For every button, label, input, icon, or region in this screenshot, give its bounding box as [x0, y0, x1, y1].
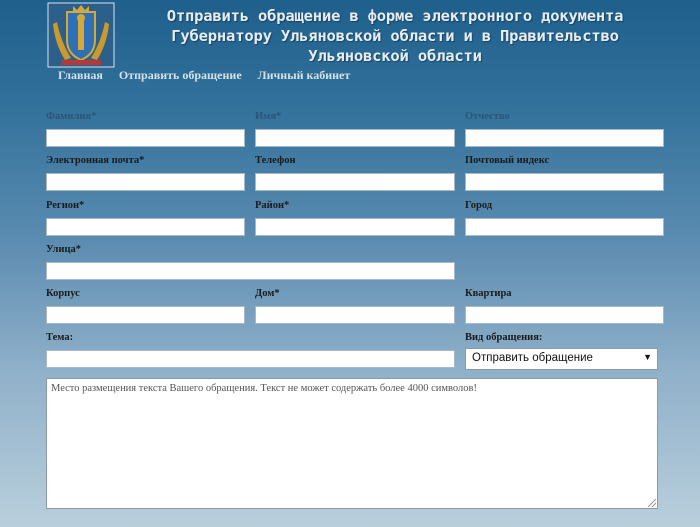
email-input[interactable]	[46, 173, 245, 191]
district-input[interactable]	[255, 218, 455, 236]
nav-item-personal-account[interactable]: Личный кабинет	[257, 68, 351, 82]
house-input[interactable]	[255, 306, 455, 324]
phone-input[interactable]	[255, 173, 455, 191]
patronymic-input[interactable]	[465, 129, 664, 147]
coat-of-arms-logo	[47, 2, 115, 68]
building-input[interactable]	[46, 306, 245, 324]
building-label: Корпус	[46, 288, 80, 299]
request-type-label: Вид обращения:	[465, 332, 543, 343]
city-input[interactable]	[465, 218, 664, 236]
patronymic-label: Отчество	[465, 111, 510, 122]
resize-grip-icon[interactable]	[648, 499, 656, 507]
page-title	[120, 6, 670, 66]
street-label: Улица*	[46, 244, 82, 255]
message-textarea[interactable]	[46, 378, 658, 509]
house-label: Дом*	[255, 288, 280, 299]
page-header	[0, 0, 700, 70]
region-input[interactable]	[46, 218, 245, 236]
nav-item-send-request[interactable]: Отправить обращение	[118, 68, 242, 82]
name-input[interactable]	[255, 129, 455, 147]
subject-label: Тема:	[46, 332, 74, 343]
email-label: Электронная почта*	[46, 155, 145, 166]
main-nav	[58, 68, 350, 83]
title-line-2: Губернатору Ульяновской области и в Правительство	[171, 27, 619, 45]
city-label: Город	[465, 200, 493, 211]
district-label: Район*	[255, 200, 290, 211]
title-line-1: Отправить обращение в форме электронного документа	[166, 7, 624, 25]
request-type-select[interactable]	[465, 348, 658, 370]
nav-item-home[interactable]: Главная	[58, 68, 103, 82]
surname-input[interactable]	[46, 129, 245, 147]
postcode-label: Почтовый индекс	[465, 155, 550, 166]
name-label: Имя*	[255, 111, 282, 122]
message-placeholder: Место размещения текста Вашего обращения. Текст не может содержать более 4000 символов!	[51, 383, 477, 394]
apartment-input[interactable]	[465, 306, 664, 324]
request-type-value: Отправить обращение	[472, 352, 593, 364]
subject-input[interactable]	[46, 350, 455, 368]
phone-label: Телефон	[255, 155, 296, 166]
street-input[interactable]	[46, 262, 455, 280]
apartment-label: Квартира	[465, 288, 512, 299]
surname-label: Фамилия*	[46, 111, 97, 122]
region-label: Регион*	[46, 200, 85, 211]
dropdown-arrow-icon: ▼	[643, 352, 652, 362]
title-line-3: Ульяновской области	[308, 47, 482, 65]
postcode-input[interactable]	[465, 173, 664, 191]
